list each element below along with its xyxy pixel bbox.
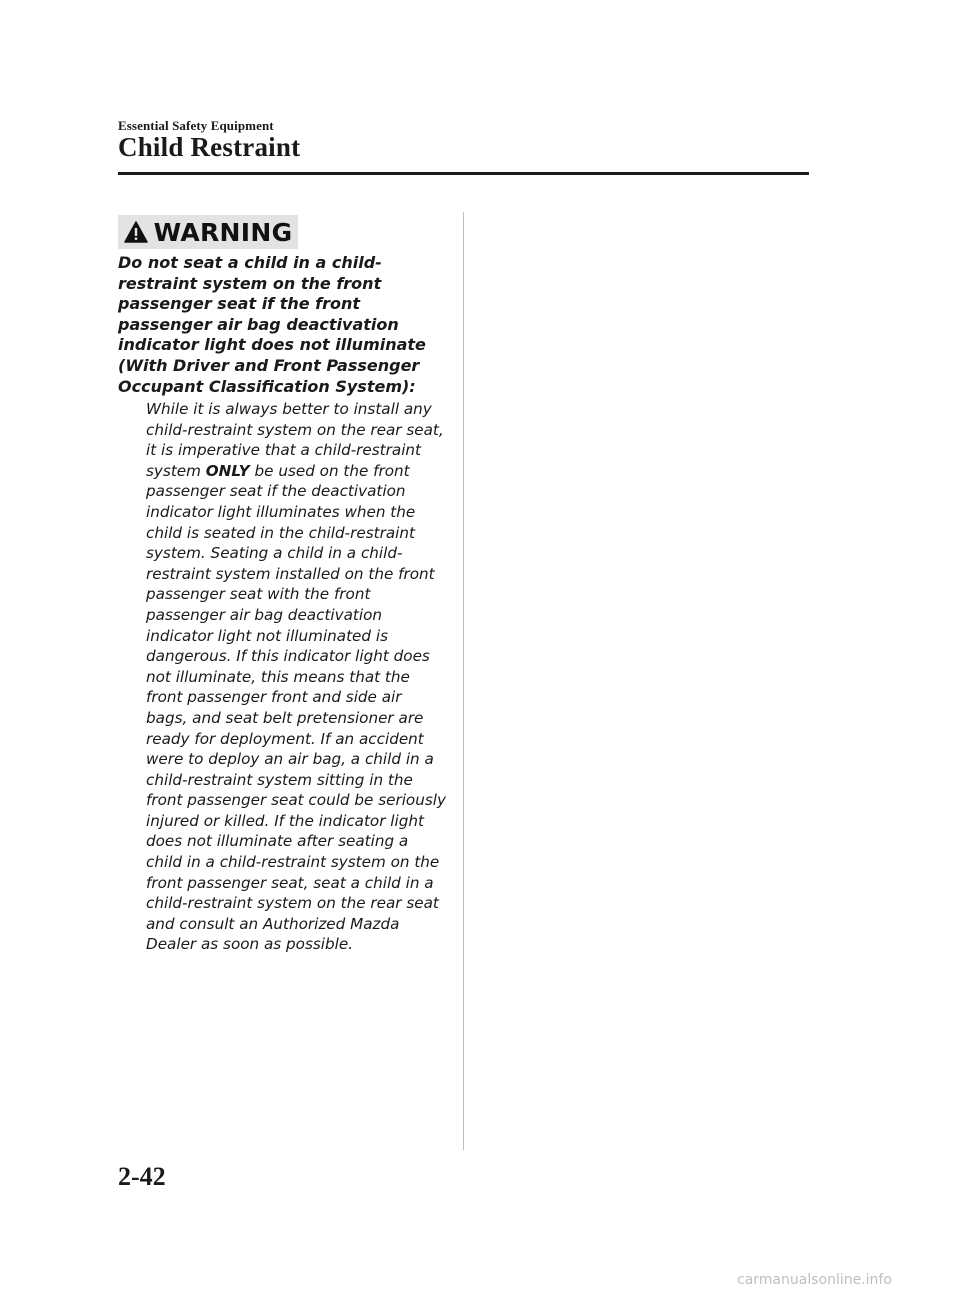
warning-heading: Do not seat a child in a child-restraint system on the front passenger seat if the front passenger air bag deactivation indicator light does not illuminate (With Driver and Front Passenger Occupant Classification System): <box>118 253 426 396</box>
warning-body <box>146 399 446 955</box>
warning-body-emphasis: ONLY <box>205 461 250 480</box>
header-divider <box>118 172 809 175</box>
column-divider <box>463 212 464 1150</box>
page-title: Child Restraint <box>118 132 301 162</box>
warning-body-rest: be used on the front passenger seat if the deactivation indicator light illuminates when the child is seated in the child-restraint system. Seating a child in a child-restraint system installed on the front passenger seat with the front passenger air bag deactivation indicator light not illuminated is dangerous. If this indicator light does not illuminate, this means that the front passenger front and side air bags, and seat belt pretensioner are ready for deployment. If an accident were to deploy an air bag, a child in a child-restraint system sitting in the front passenger seat could be seriously injured or killed. If the indicator light does not illuminate after seating a child in a child-restraint system on the front passenger seat, seat a child in a child-restraint system on the rear seat and consult an Authorized Mazda Dealer as soon as possible. <box>146 461 446 954</box>
warning-label: WARNING <box>153 217 293 247</box>
warning-banner <box>118 215 298 249</box>
watermark: carmanualsonline.info <box>737 1272 892 1288</box>
section-label: Essential Safety Equipment <box>118 118 274 133</box>
page-number: 2-42 <box>118 1162 166 1191</box>
warning-body-intro: While it is always better to install any child-restraint system on the rear seat, it is imperative that a child-restraint system <box>146 400 444 480</box>
warning-triangle-icon <box>124 221 148 243</box>
